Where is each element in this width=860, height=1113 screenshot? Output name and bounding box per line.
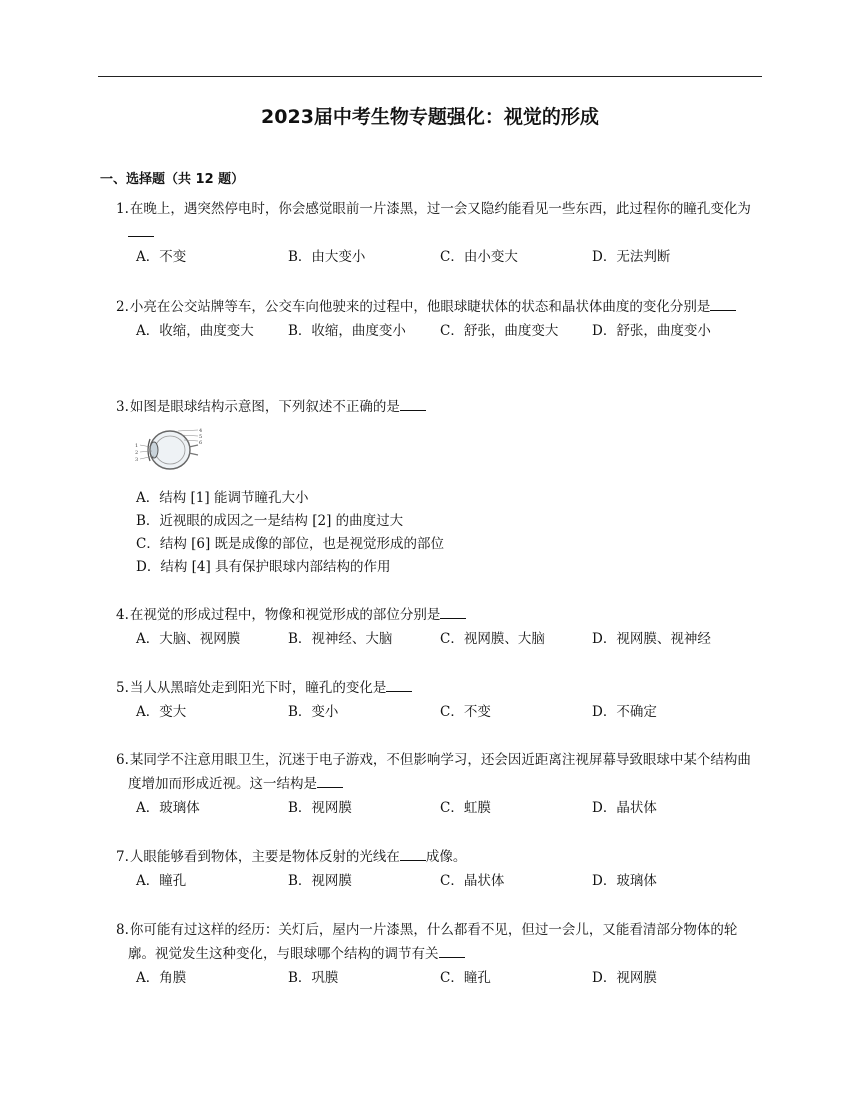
question-7 <box>116 845 764 893</box>
answer-blank[interactable] <box>400 396 426 411</box>
question-stem: 如图是眼球结构示意图，下列叙述不正确的是 <box>129 399 400 415</box>
question-number: 6. <box>116 752 129 768</box>
option-a[interactable]: A．瞳孔 <box>136 873 187 889</box>
option-c[interactable]: C．虹膜 <box>440 800 491 816</box>
option-a[interactable]: A．变大 <box>136 704 187 720</box>
question-stem-after: 成像。 <box>425 849 467 865</box>
option-d[interactable]: D．舒张，曲度变小 <box>592 323 711 339</box>
diagram-label-1: 1 <box>135 443 139 449</box>
option-c[interactable]: C．视网膜、大脑 <box>440 631 545 647</box>
question-stem: 小亮在公交站牌等车，公交车向他驶来的过程中，他眼球睫状体的状态和晶状体曲度的变化分别是 <box>129 299 711 315</box>
option-b[interactable]: B．视神经、大脑 <box>288 631 393 647</box>
option-a[interactable]: A．角膜 <box>136 970 187 986</box>
diagram-label-2: 2 <box>135 450 139 456</box>
answer-blank[interactable] <box>710 296 736 311</box>
option-d[interactable]: D．结构 [4] 具有保护眼球内部结构的作用 <box>136 559 391 575</box>
answer-blank[interactable] <box>439 943 465 958</box>
diagram-label-6: 6 <box>199 440 203 446</box>
answer-blank[interactable] <box>440 604 466 619</box>
question-number: 5. <box>116 680 129 696</box>
option-c[interactable]: C．晶状体 <box>440 873 505 889</box>
eyeball-diagram <box>134 425 204 475</box>
section-heading: 一、选择题（共 12 题） <box>100 172 245 187</box>
header-rule <box>98 76 762 77</box>
question-stem: 在视觉的形成过程中，物像和视觉形成的部位分别是 <box>129 607 441 623</box>
question-stem: 当人从黑暗处走到阳光下时，瞳孔的变化是 <box>129 680 387 696</box>
diagram-label-3: 3 <box>135 457 139 463</box>
answer-blank[interactable] <box>317 773 343 788</box>
question-6 <box>116 748 764 820</box>
answer-blank[interactable] <box>400 846 426 861</box>
question-number: 4. <box>116 607 129 623</box>
option-c[interactable]: C．由小变大 <box>440 249 518 265</box>
question-number: 7. <box>116 849 129 865</box>
question-stem: 在晚上，遇突然停电时，你会感觉眼前一片漆黑，过一会又隐约能看见一些东西，此过程你的瞳孔变化为 <box>129 201 751 217</box>
option-a[interactable]: A．大脑、视网膜 <box>136 631 241 647</box>
option-b[interactable]: B．视网膜 <box>288 873 352 889</box>
option-d[interactable]: D．不确定 <box>592 704 657 720</box>
option-b[interactable]: B．变小 <box>288 704 339 720</box>
question-3 <box>116 395 764 579</box>
question-5 <box>116 676 764 724</box>
option-d[interactable]: D．视网膜 <box>592 970 657 986</box>
question-stem: 某同学不注意用眼卫生，沉迷于电子游戏，不但影响学习，还会因近距离注视屏幕导致眼球中某个结构曲度增加而形成近视。这一结构是 <box>128 752 751 792</box>
option-d[interactable]: D．视网膜、视神经 <box>592 631 711 647</box>
question-number: 2. <box>116 299 129 315</box>
option-c[interactable]: C．结构 [6] 既是成像的部位，也是视觉形成的部位 <box>136 536 445 552</box>
option-a[interactable]: A．玻璃体 <box>136 800 200 816</box>
question-4 <box>116 603 764 651</box>
option-d[interactable]: D．无法判断 <box>592 249 671 265</box>
option-c[interactable]: C．舒张，曲度变大 <box>440 323 559 339</box>
option-b[interactable]: B．收缩，曲度变小 <box>288 323 406 339</box>
page-title: 2023届中考生物专题强化：视觉的形成 <box>261 106 599 128</box>
option-a[interactable]: A．结构 [1] 能调节瞳孔大小 <box>136 490 309 506</box>
option-a[interactable]: A．收缩，曲度变大 <box>136 323 254 339</box>
option-a[interactable]: A．不变 <box>136 249 187 265</box>
option-b[interactable]: B．巩膜 <box>288 970 339 986</box>
question-8 <box>116 918 764 990</box>
question-stem: 你可能有过这样的经历：关灯后，屋内一片漆黑，什么都看不见，但过一会儿，又能看清部分物体的轮廓。视觉发生这种变化，与眼球哪个结构的调节有关 <box>128 922 738 962</box>
question-number: 8. <box>116 922 129 938</box>
answer-blank[interactable] <box>128 222 154 237</box>
question-stem-before: 人眼能够看到物体，主要是物体反射的光线在 <box>129 849 400 865</box>
option-c[interactable]: C．不变 <box>440 704 491 720</box>
question-1 <box>116 197 764 269</box>
option-b[interactable]: B．视网膜 <box>288 800 352 816</box>
question-number: 1. <box>116 201 129 217</box>
option-b[interactable]: B．近视眼的成因之一是结构 [2] 的曲度过大 <box>136 513 404 529</box>
question-2 <box>116 295 764 343</box>
option-c[interactable]: C．瞳孔 <box>440 970 491 986</box>
question-number: 3. <box>116 399 129 415</box>
option-d[interactable]: D．晶状体 <box>592 800 657 816</box>
option-d[interactable]: D．玻璃体 <box>592 873 657 889</box>
diagram-label-5: 5 <box>199 434 203 440</box>
answer-blank[interactable] <box>386 677 412 692</box>
option-b[interactable]: B．由大变小 <box>288 249 366 265</box>
diagram-label-4: 4 <box>199 428 203 434</box>
